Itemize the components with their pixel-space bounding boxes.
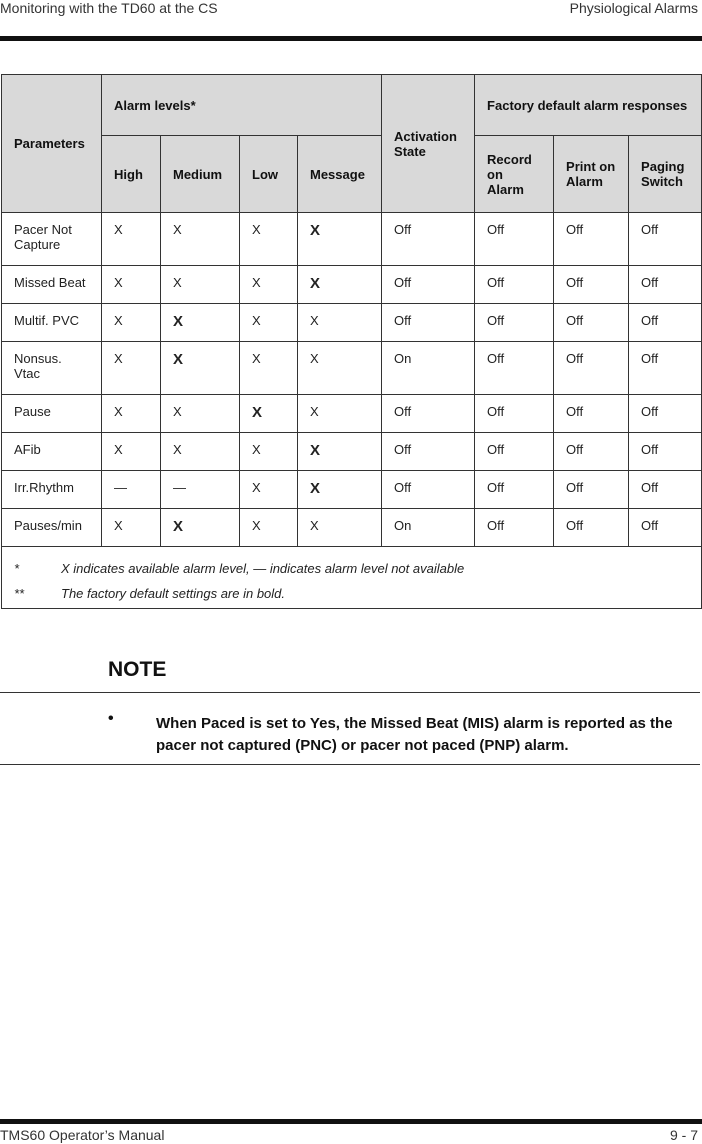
footnote-mark: **	[14, 586, 25, 601]
col-header-high: High	[102, 136, 161, 213]
cell-parameter: Nonsus. Vtac	[2, 342, 102, 395]
col-header-low: Low	[240, 136, 298, 213]
cell-low: X	[240, 304, 298, 342]
col-header-parameters: Parameters	[2, 75, 102, 213]
cell-print-on-alarm: Off	[554, 266, 629, 304]
running-footer-title: TMS60 Operator’s Manual	[0, 1127, 165, 1143]
note-bottom-rule	[0, 764, 700, 765]
footnote	[14, 556, 689, 581]
cell-high: X	[102, 433, 161, 471]
note-heading: NOTE	[108, 658, 167, 681]
running-header-title: Monitoring with the TD60 at the CS	[0, 0, 218, 16]
cell-low: X	[240, 471, 298, 509]
cell-activation-state: On	[382, 342, 475, 395]
cell-parameter: Pause	[2, 395, 102, 433]
cell-high: X	[102, 266, 161, 304]
note-bullet: •	[108, 710, 114, 727]
cell-paging-switch: Off	[629, 342, 702, 395]
cell-low: X	[240, 395, 298, 433]
cell-paging-switch: Off	[629, 266, 702, 304]
cell-activation-state: Off	[382, 304, 475, 342]
cell-record-on-alarm: Off	[475, 342, 554, 395]
cell-high: X	[102, 342, 161, 395]
cell-medium: X	[161, 213, 240, 266]
table-row	[2, 471, 702, 509]
cell-activation-state: Off	[382, 266, 475, 304]
cell-low: X	[240, 433, 298, 471]
cell-message: X	[298, 471, 382, 509]
table-footnotes	[2, 547, 702, 609]
footnote	[14, 581, 689, 606]
cell-low: X	[240, 342, 298, 395]
cell-print-on-alarm: Off	[554, 304, 629, 342]
cell-high: X	[102, 395, 161, 433]
cell-high: X	[102, 509, 161, 547]
table-subheader-row	[2, 136, 702, 213]
col-header-message: Message	[298, 136, 382, 213]
cell-low: X	[240, 213, 298, 266]
cell-activation-state: Off	[382, 213, 475, 266]
cell-record-on-alarm: Off	[475, 304, 554, 342]
cell-parameter: Irr.Rhythm	[2, 471, 102, 509]
footnote-mark: *	[14, 561, 20, 576]
cell-activation-state: Off	[382, 395, 475, 433]
cell-parameter: Missed Beat	[2, 266, 102, 304]
cell-low: X	[240, 266, 298, 304]
cell-medium: X	[161, 266, 240, 304]
col-header-activation-state: Activation State	[382, 75, 475, 213]
cell-high: X	[102, 213, 161, 266]
physiological-alarms-table	[1, 74, 702, 609]
cell-message: X	[298, 433, 382, 471]
cell-print-on-alarm: Off	[554, 395, 629, 433]
cell-record-on-alarm: Off	[475, 213, 554, 266]
cell-medium: X	[161, 395, 240, 433]
cell-paging-switch: Off	[629, 471, 702, 509]
cell-record-on-alarm: Off	[475, 509, 554, 547]
table-row	[2, 433, 702, 471]
footnote-text: X indicates available alarm level, — indicates alarm level not available	[61, 561, 465, 576]
cell-message: X	[298, 509, 382, 547]
table-body	[2, 213, 702, 547]
table-row	[2, 342, 702, 395]
cell-print-on-alarm: Off	[554, 213, 629, 266]
cell-high: X	[102, 304, 161, 342]
cell-parameter: Pacer Not Capture	[2, 213, 102, 266]
cell-medium: X	[161, 509, 240, 547]
cell-medium: —	[161, 471, 240, 509]
cell-paging-switch: Off	[629, 395, 702, 433]
cell-parameter: AFib	[2, 433, 102, 471]
table-row	[2, 395, 702, 433]
cell-paging-switch: Off	[629, 213, 702, 266]
cell-paging-switch: Off	[629, 433, 702, 471]
cell-record-on-alarm: Off	[475, 266, 554, 304]
cell-activation-state: Off	[382, 471, 475, 509]
cell-paging-switch: Off	[629, 304, 702, 342]
page-number: 9 - 7	[669, 1127, 698, 1143]
cell-print-on-alarm: Off	[554, 471, 629, 509]
cell-record-on-alarm: Off	[475, 433, 554, 471]
footer-rule	[0, 1119, 702, 1124]
col-header-record-on-alarm: Record on Alarm	[475, 136, 554, 213]
table-row	[2, 509, 702, 547]
cell-medium: X	[161, 342, 240, 395]
col-header-factory-default: Factory default alarm responses	[475, 75, 702, 136]
col-header-alarm-levels: Alarm levels*	[102, 75, 382, 136]
cell-record-on-alarm: Off	[475, 471, 554, 509]
cell-medium: X	[161, 304, 240, 342]
cell-message: X	[298, 266, 382, 304]
table-row	[2, 213, 702, 266]
cell-message: X	[298, 395, 382, 433]
table-row	[2, 304, 702, 342]
cell-parameter: Multif. PVC	[2, 304, 102, 342]
cell-activation-state: On	[382, 509, 475, 547]
table-row	[2, 266, 702, 304]
cell-high: —	[102, 471, 161, 509]
cell-print-on-alarm: Off	[554, 342, 629, 395]
cell-print-on-alarm: Off	[554, 433, 629, 471]
cell-paging-switch: Off	[629, 509, 702, 547]
header-rule	[0, 36, 702, 41]
table-header-row	[2, 75, 702, 136]
cell-message: X	[298, 304, 382, 342]
cell-medium: X	[161, 433, 240, 471]
cell-message: X	[298, 342, 382, 395]
note-text: When Paced is set to Yes, the Missed Beat (MIS) alarm is reported as the pacer not captured (PNC) or pacer not paced (PNP) alarm.	[156, 715, 673, 754]
col-header-print-on-alarm: Print on Alarm	[554, 136, 629, 213]
col-header-paging-switch: Paging Switch	[629, 136, 702, 213]
cell-activation-state: Off	[382, 433, 475, 471]
cell-low: X	[240, 509, 298, 547]
cell-print-on-alarm: Off	[554, 509, 629, 547]
footnote-text: The factory default settings are in bold.	[61, 586, 286, 601]
col-header-medium: Medium	[161, 136, 240, 213]
cell-parameter: Pauses/min	[2, 509, 102, 547]
running-header-section: Physiological Alarms	[569, 0, 698, 16]
cell-message: X	[298, 213, 382, 266]
cell-record-on-alarm: Off	[475, 395, 554, 433]
note-top-rule	[0, 692, 700, 693]
table-footnotes-row	[2, 547, 702, 609]
